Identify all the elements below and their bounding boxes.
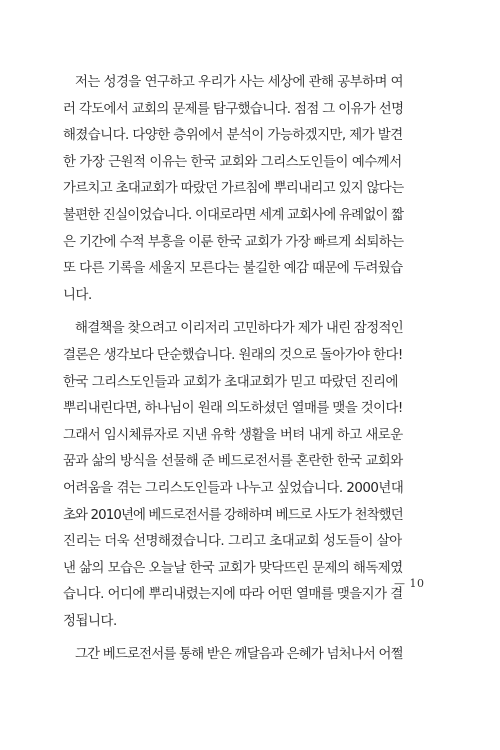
body-text <box>63 70 403 669</box>
text-line: 또 다른 기록을 세울지 모른다는 불길한 예감 때문에 두려웠습 <box>63 261 403 277</box>
text-line: 니다. <box>63 287 92 303</box>
text-line: 낸 삶의 모습은 오늘날 한국 교회가 맞닥뜨린 문제의 해독제였 <box>63 560 403 576</box>
text-line: 저는 성경을 연구하고 우리가 사는 세상에 관해 공부하며 여 <box>75 75 404 90</box>
page-number: — 10 <box>394 577 425 590</box>
text-line: 은 기간에 수적 부흥을 이룬 한국 교회가 가장 빠르게 쇠퇴하는 <box>63 234 404 250</box>
text-line: 결론은 생각보다 단순했습니다. 원래의 것으로 돌아가야 한다! <box>63 347 403 363</box>
text-line: 정됩니다. <box>63 613 117 629</box>
text-line: 해졌습니다. 다양한 층위에서 분석이 가능하겠지만, 제가 발견 <box>63 128 403 144</box>
text-line: 가르치고 초대교회가 따랐던 가르침에 뿌리내리고 있지 않다는 <box>63 181 404 197</box>
text-line: 불편한 진실이었습니다. 이대로라면 세계 교회사에 유례없이 짧 <box>63 207 404 223</box>
paragraph <box>63 70 403 309</box>
text-line: 초와 2010년에 베드로전서를 강해하며 베드로 사도가 천착했던 <box>63 507 403 523</box>
text-line: 어려움을 겪는 그리스도인들과 나누고 싶었습니다. 2000년대 <box>63 480 404 496</box>
text-line: 습니다. 어디에 뿌리내렸는지에 따라 어떤 열매를 맺을지가 결 <box>63 587 403 603</box>
text-line: 꿈과 삶의 방식을 선물해 준 베드로전서를 혼란한 한국 교회와 <box>63 454 403 470</box>
text-line: 그간 베드로전서를 통해 받은 깨달음과 은혜가 넘처나서 어쩔 <box>75 647 403 663</box>
text-line: 그래서 임시체류자로 지낸 유학 생활을 버텨 내게 하고 새로운 <box>63 427 403 443</box>
paragraph <box>63 642 403 669</box>
text-line: 한국 그리스도인들과 교회가 초대교회가 믿고 따랐던 진리에 <box>63 374 398 390</box>
text-line: 해결책을 찾으려고 이리저리 고민하다가 제가 내린 잠정적인 <box>75 321 403 337</box>
text-line: 진리는 더욱 선명해졌습니다. 그리고 초대교회 성도들이 살아 <box>63 534 402 550</box>
text-line: 뿌리내린다면, 하나님이 원래 의도하셨던 열매를 맺을 것이다! <box>63 401 403 417</box>
text-line: 한 가장 근원적 이유는 한국 교회와 그리스도인들이 예수께서 <box>63 154 402 170</box>
text-line: 러 각도에서 교회의 문제를 탐구했습니다. 점점 그 이유가 선명 <box>63 101 404 117</box>
paragraph <box>63 316 403 635</box>
